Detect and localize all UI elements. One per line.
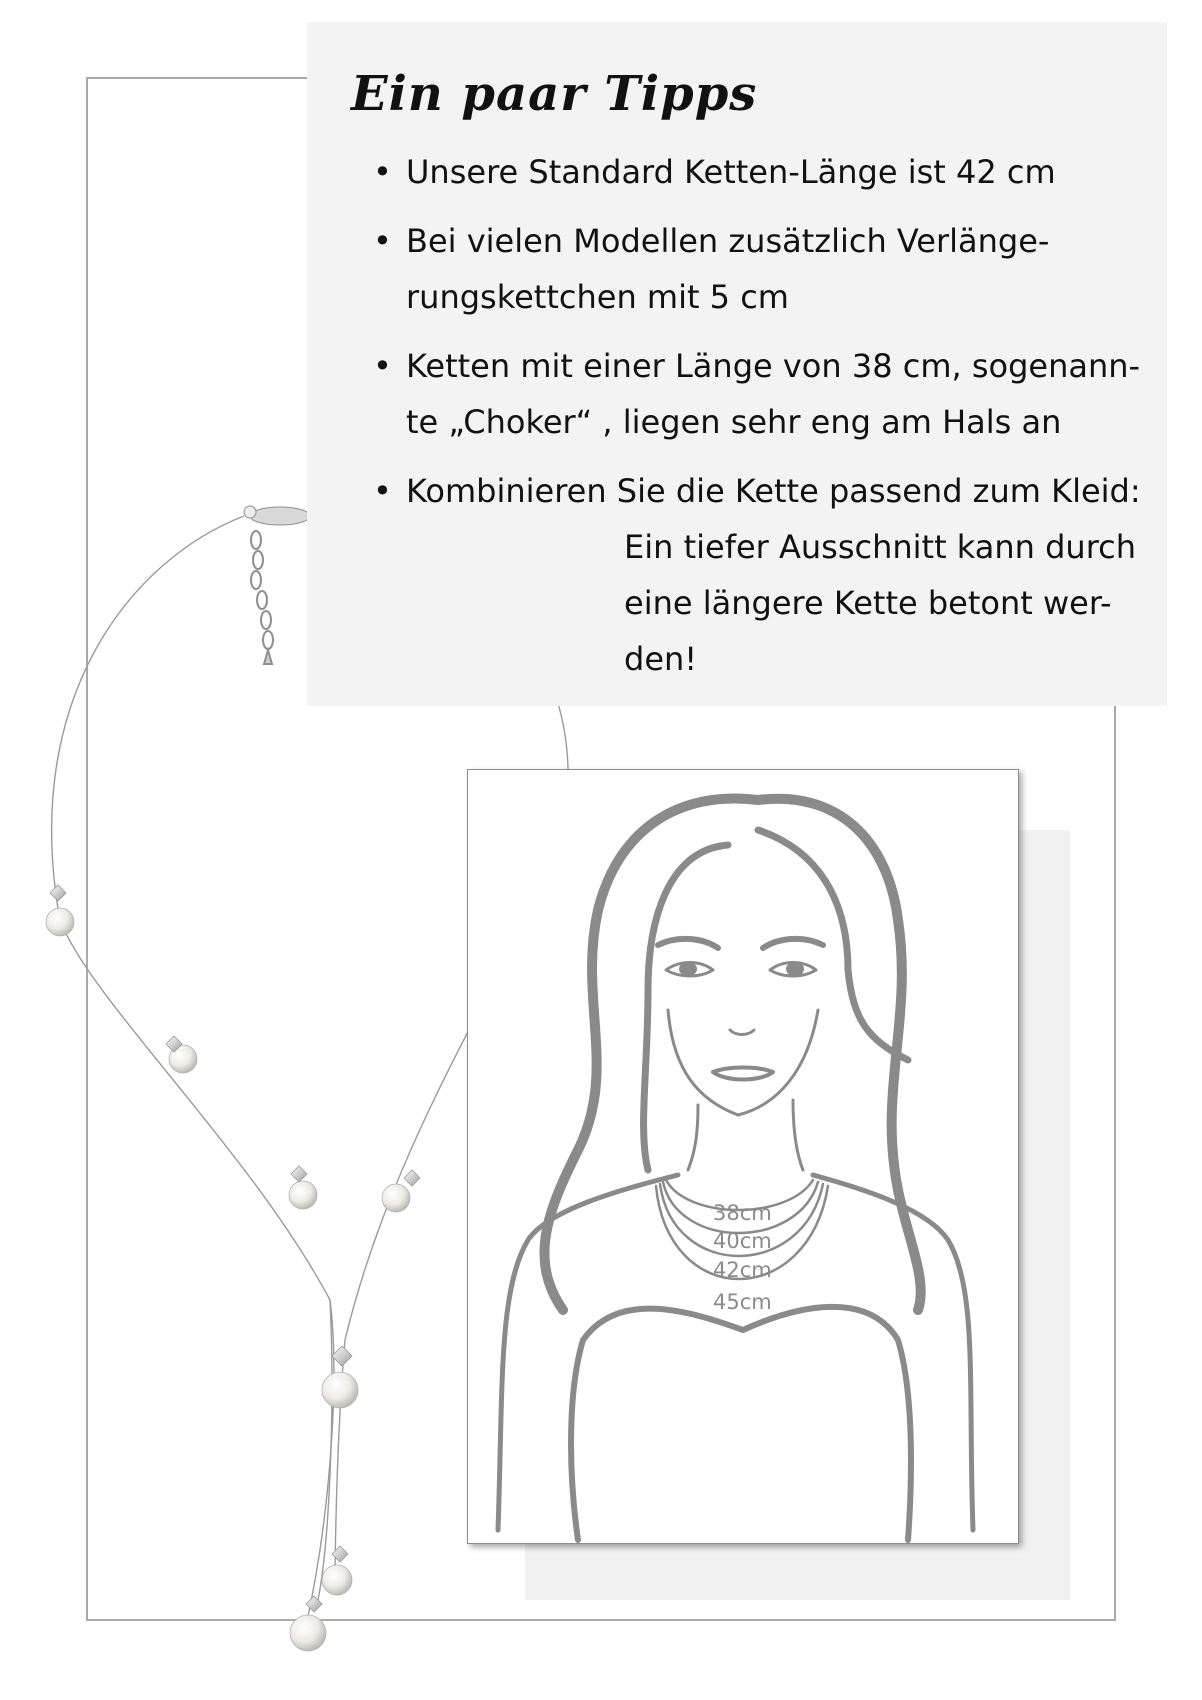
portrait-card bbox=[467, 769, 1019, 1544]
tip-item bbox=[351, 213, 1141, 325]
tip-item bbox=[351, 463, 1141, 687]
length-label-42: 42cm bbox=[713, 1258, 772, 1282]
bullet: • bbox=[373, 222, 392, 260]
tip-text-indented: Ein tiefer Ausschnitt kann durch bbox=[624, 528, 1137, 566]
bullet: • bbox=[373, 153, 392, 191]
tips-list bbox=[351, 144, 1141, 687]
tip-item bbox=[351, 338, 1141, 450]
length-label-45: 45cm bbox=[713, 1290, 772, 1314]
length-label-40: 40cm bbox=[713, 1229, 772, 1253]
tip-text: Ketten mit einer Länge von 38 cm, sogenann- bbox=[406, 347, 1141, 385]
tip-text: Bei vielen Modellen zusätzlich Verlänge- bbox=[406, 222, 1050, 260]
tip-text: Kombinieren Sie die Kette passend zum Kleid: bbox=[406, 472, 1141, 510]
tip-text: Unsere Standard Ketten-Länge ist 42 cm bbox=[406, 153, 1056, 191]
tip-text-indented: eine längere Kette betont wer- bbox=[624, 584, 1112, 622]
tip-text-continued: te „Choker“ , liegen sehr eng am Hals an bbox=[406, 403, 1062, 441]
tip-text-continued: rungskettchen mit 5 cm bbox=[406, 278, 789, 316]
bullet: • bbox=[373, 347, 392, 385]
bullet: • bbox=[373, 472, 392, 510]
tips-title: Ein paar Tipps bbox=[351, 66, 758, 122]
tip-text-indented: den! bbox=[624, 640, 698, 678]
tip-item bbox=[351, 144, 1141, 200]
tips-box bbox=[307, 22, 1167, 706]
clasp-icon bbox=[244, 506, 310, 525]
extender-chain-icon bbox=[251, 531, 273, 664]
length-label-38: 38cm bbox=[713, 1201, 772, 1225]
woman-portrait-sketch bbox=[468, 770, 1019, 1544]
